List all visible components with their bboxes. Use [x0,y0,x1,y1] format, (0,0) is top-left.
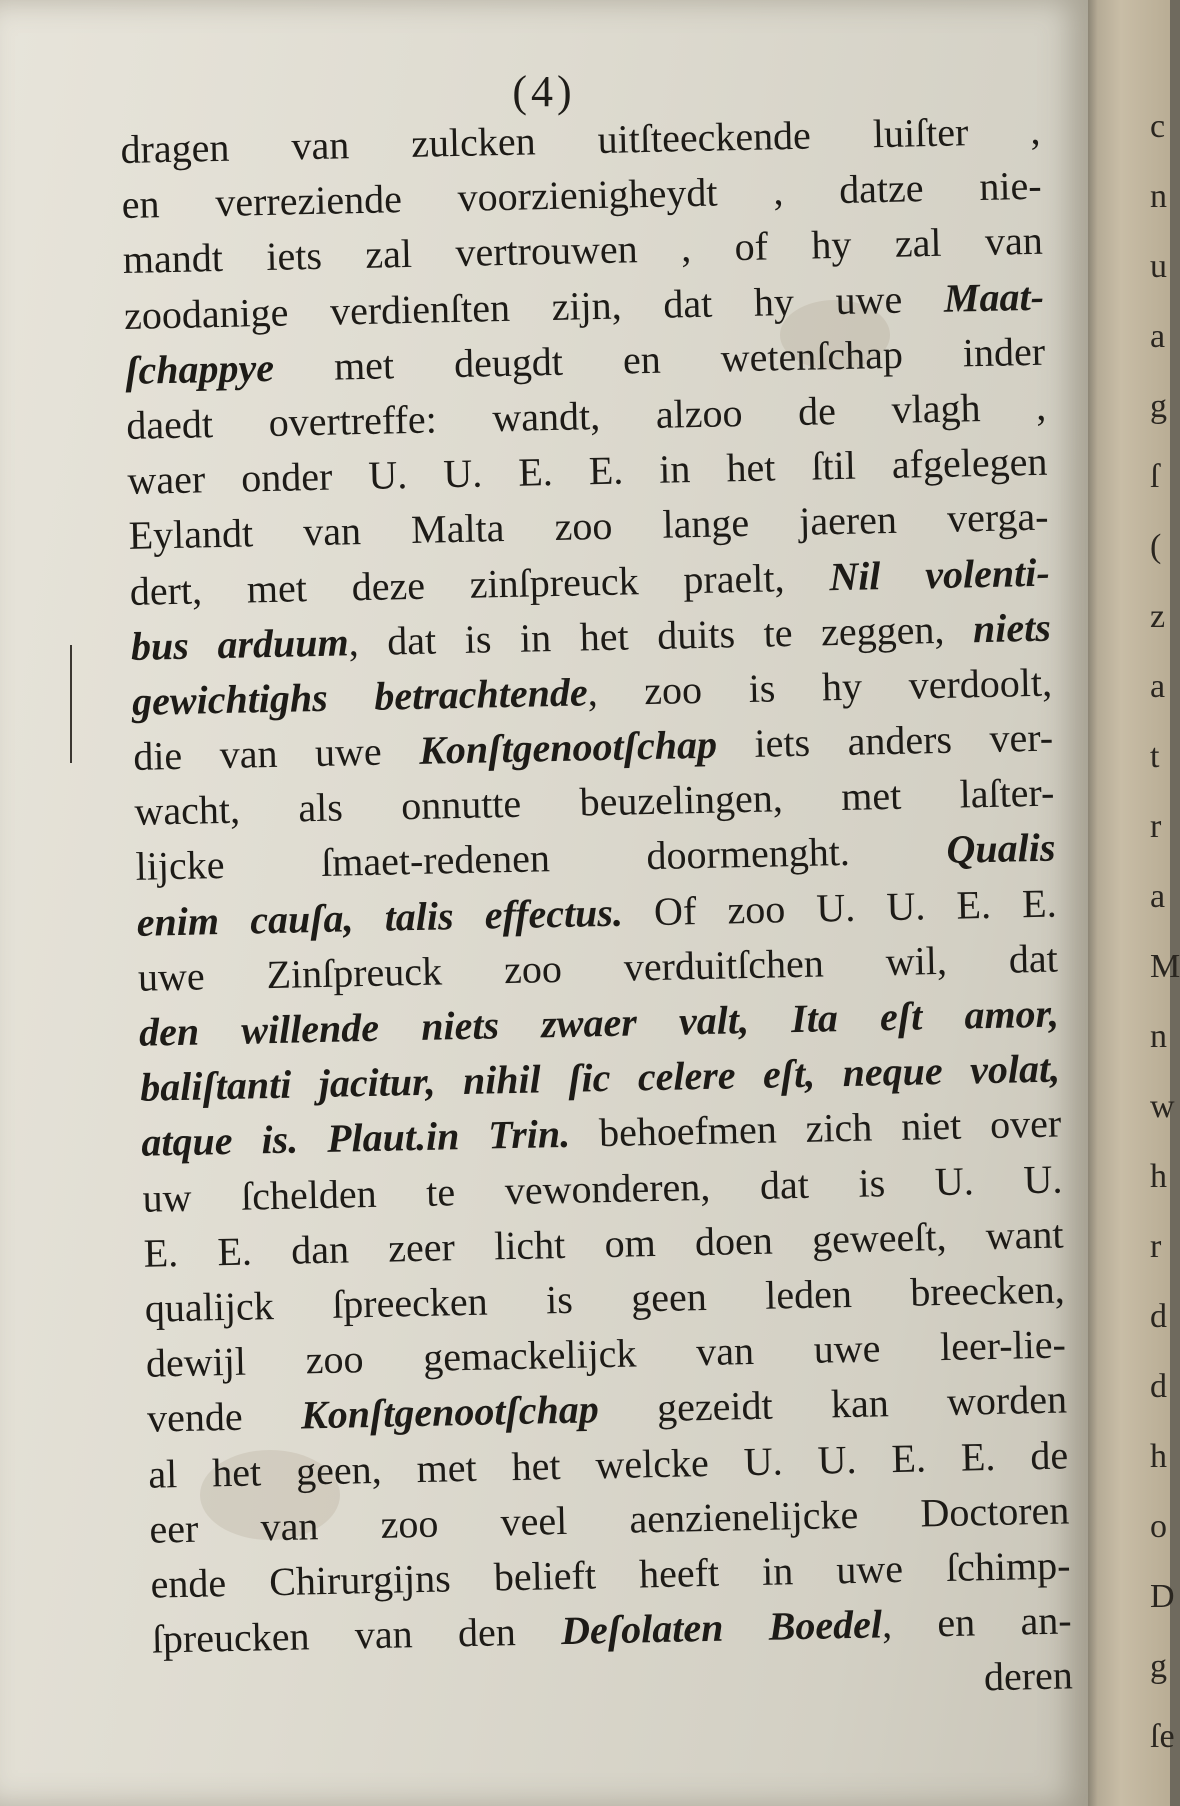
text-run: dert, met deze zinſpreuck praelt, [129,553,830,614]
text-run: deren [983,1652,1074,1700]
edge-glyph: a [1150,878,1166,915]
italic-text-run: ſchappye [124,344,275,393]
edge-glyph: n [1150,178,1167,215]
text-run: , en an- [881,1597,1073,1647]
italic-text-run: baliſtanti jacitur, nihil ſic celere eſt, neque volat, [139,1045,1061,1110]
edge-glyph: c [1150,108,1166,145]
edge-glyph: z [1150,598,1166,635]
edge-glyph: u [1150,248,1167,285]
edge-glyph: h [1150,1158,1167,1195]
text-run: eer van zoo veel aenzienelijcke Doctoren [148,1487,1070,1552]
italic-text-run: den willende niets zwaer valt, Ita eſt amor, [138,990,1060,1055]
text-run: vende [146,1392,302,1442]
text-run: waer onder U. U. E. E. in het ſtil afgelegen [127,438,1048,504]
edge-glyph: o [1150,1508,1167,1545]
edge-glyph: g [1150,1648,1167,1685]
edge-glyph: a [1150,318,1166,355]
text-run: Eylandt van Malta zoo lange jaeren verga- [128,493,1049,559]
edge-glyph: w [1150,1088,1175,1125]
italic-text-run: Deſolaten Boedel [560,1601,883,1654]
italic-text-run: Nil volenti- [828,549,1051,599]
text-run: uw ſchelden te vewonderen, dat is U. U. [142,1156,1063,1221]
text-run: ſpreucken van den [151,1608,562,1662]
italic-text-run: Konſtgenootſchap [418,721,718,773]
text-run: met deugdt en wetenſchap inder [273,328,1046,390]
body-text [120,103,1073,1722]
text-run: zoodanige verdienſten zijn, dat hy uwe [123,275,945,338]
italic-text-run: bus arduum [130,619,350,669]
italic-text-run: gewichtighs betrachtende [131,669,589,724]
italic-text-run: Konſtgenootſchap [300,1386,600,1438]
italic-text-run: enim cauſa, talis effectus. [136,889,624,945]
text-run: daedt overtreffe: wandt, alzoo de vlagh , [125,383,1047,448]
text-run: lijcke ſmaet-redenen doormenght. [135,827,947,890]
edge-glyph: g [1150,388,1167,425]
edge-glyph: a [1150,668,1166,705]
edge-glyph: ſe [1150,1718,1175,1755]
italic-text-run: Maat- [943,273,1045,321]
text-run: en verreziende voorzienigheydt , datze nie- [121,162,1043,228]
edge-glyph: ( [1150,528,1162,565]
text-run: wacht, als onnutte beuzelingen, met laſter- [133,769,1055,835]
text-run: E. E. dan zeer licht om doen geweeſt, want [143,1211,1064,1276]
margin-pencil-mark [70,645,72,763]
text-run: al het geen, met het welcke U. U. E. E. de [147,1431,1069,1497]
italic-text-run: Qualis [946,825,1056,873]
text-run: die van uwe [132,727,420,779]
italic-text-run: atque is. Plaut.in Trin. [140,1111,571,1166]
next-page-edge-text [1150,0,1180,1806]
text-run: , zoo is hy verdoolt, [587,659,1053,715]
text-run: dewijl zoo gemackelijck van uwe leer-lie- [145,1321,1067,1386]
text-run: Of zoo U. U. E. E. [622,880,1058,935]
edge-glyph: M [1150,948,1180,985]
edge-glyph: h [1150,1438,1167,1475]
edge-glyph: r [1150,1228,1162,1265]
edge-glyph: t [1150,738,1160,775]
edge-glyph: n [1150,1018,1167,1055]
text-run: uwe Zinſpreuck zoo verduitſchen wil, dat [137,935,1059,1000]
text-run: behoefmen zich niet over [569,1100,1062,1157]
page-number: (4) [512,67,576,116]
text-run: mandt iets zal vertrouwen , of hy zal van [122,218,1044,283]
text-run: , dat is in het duits te zeggen, [348,605,974,665]
text-run: dragen van zulcken uitſteeckende luiſter , [120,107,1041,172]
text-run: qualijck ſpreecken is geen leden breecken, [144,1266,1066,1331]
italic-text-run: niets [972,604,1052,651]
text-run: gezeidt kan worden [598,1376,1068,1432]
text-run: iets anders ver- [716,714,1054,767]
text-run: ende Chirurgijns belieft heeft in uwe ſchimp- [150,1542,1071,1607]
edge-glyph: d [1150,1368,1167,1405]
edge-glyph: ſ [1150,458,1160,495]
edge-glyph: D [1150,1578,1175,1615]
edge-glyph: d [1150,1298,1167,1335]
edge-glyph: r [1150,808,1162,845]
